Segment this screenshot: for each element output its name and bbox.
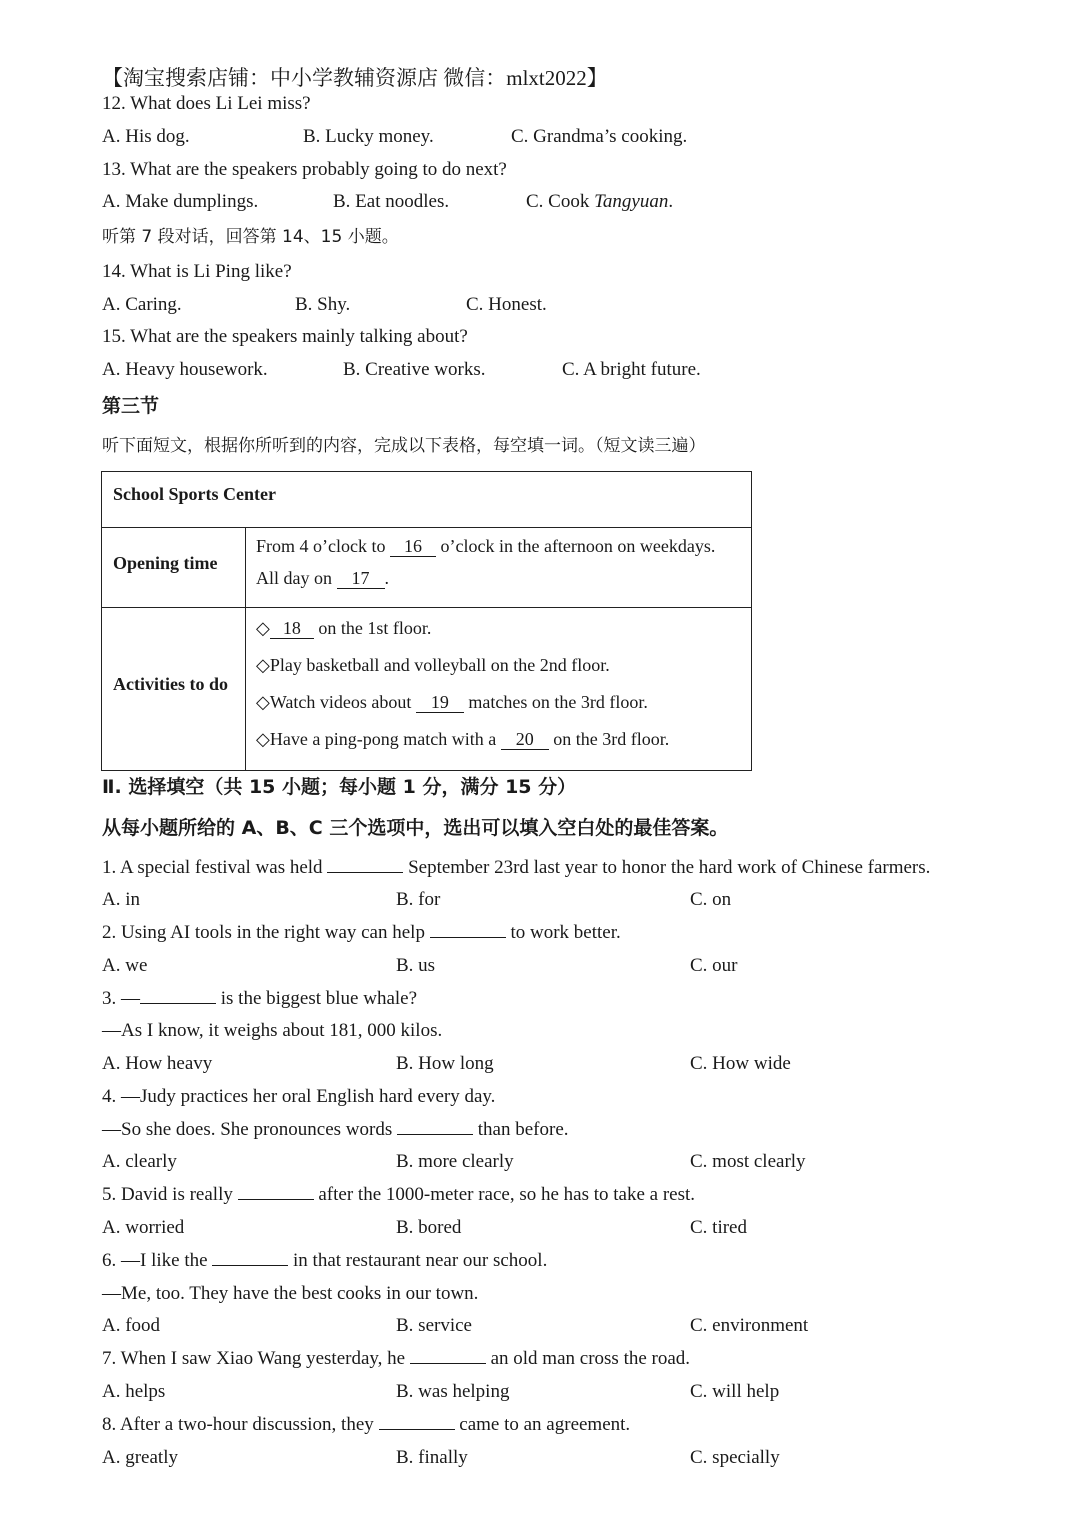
text-fragment: came to an agreement. <box>454 1414 631 1435</box>
blank-19: 19 <box>416 692 464 713</box>
question-12-option-a: A. His dog. <box>102 126 190 147</box>
blank-17: 17 <box>337 568 385 589</box>
question-12-option-b: B. Lucky money. <box>303 126 434 147</box>
question-13-option-c <box>526 190 673 214</box>
blank <box>410 1363 486 1364</box>
question-13-stem: 13. What are the speakers probably going to do next? <box>102 159 507 180</box>
mc-6-option-a: A. food <box>102 1315 161 1336</box>
text-fragment: 8. After a two-hour discussion, they <box>102 1414 379 1435</box>
blank-16: 16 <box>390 536 436 557</box>
mc-6-option-b: B. service <box>396 1315 472 1336</box>
part-2-instruction: 从每小题所给的 A、B、C 三个选项中，选出可以填入空白处的最佳答案。 <box>102 817 729 839</box>
question-15-option-b: B. Creative works. <box>343 359 486 380</box>
text-fragment: 2. Using AI tools in the right way can help <box>102 922 430 943</box>
blank-18: 18 <box>270 618 314 639</box>
mc-8-option-a: A. greatly <box>102 1447 178 1468</box>
table-column-divider <box>245 527 246 770</box>
question-12-option-c: C. Grandma’s cooking. <box>511 126 688 147</box>
sports-center-table <box>101 471 752 771</box>
mc-5-stem <box>102 1183 695 1207</box>
section-3-instruction: 听下面短文，根据你所听到的内容，完成以下表格，每空填一词。（短文读三遍） <box>102 436 706 456</box>
mc-7-option-c: C. will help <box>690 1381 780 1402</box>
mc-4-stem: 4. —Judy practices her oral English hard every day. <box>102 1086 496 1107</box>
text-fragment: in that restaurant near our school. <box>288 1250 548 1271</box>
mc-3-option-c: C. How wide <box>690 1053 791 1074</box>
mc-4-option-a: A. clearly <box>102 1151 177 1172</box>
mc-3-line-2: —As I know, it weighs about 181, 000 kilos. <box>102 1020 443 1041</box>
text-fragment: —So she does. She pronounces words <box>102 1119 398 1140</box>
text-fragment: on the 3rd floor. <box>548 729 670 749</box>
mc-5-option-a: A. worried <box>102 1217 185 1238</box>
blank <box>212 1265 288 1266</box>
mc-8-option-c: C. specially <box>690 1447 780 1468</box>
text-fragment: From 4 o’clock to <box>256 536 390 556</box>
text-fragment: 6. —I like the <box>102 1250 213 1271</box>
text-fragment: after the 1000-meter race, so he has to take a rest. <box>313 1184 696 1205</box>
question-14-stem: 14. What is Li Ping like? <box>102 261 292 282</box>
activities-label: Activities to do <box>113 674 228 694</box>
question-13-option-a: A. Make dumplings. <box>102 191 259 212</box>
option-c-italic: Tangyuan <box>594 191 669 212</box>
table-title: School Sports Center <box>113 484 276 504</box>
mc-3-option-a: A. How heavy <box>102 1053 213 1074</box>
text-fragment: . <box>384 568 389 588</box>
opening-time-line-1 <box>256 534 715 558</box>
mc-2-option-b: B. us <box>396 955 436 976</box>
mc-2-option-a: A. we <box>102 955 148 976</box>
mc-3-stem <box>102 987 417 1011</box>
mc-5-option-c: C. tired <box>690 1217 747 1238</box>
mc-7-option-a: A. helps <box>102 1381 166 1402</box>
mc-1-option-c: C. on <box>690 889 732 910</box>
text-fragment: ◇Have a ping-pong match with a <box>256 729 501 749</box>
table-divider <box>102 527 751 528</box>
mc-1-option-a: A. in <box>102 889 140 910</box>
mc-4-option-c: C. most clearly <box>690 1151 806 1172</box>
activity-1 <box>256 616 431 640</box>
question-15-option-c: C. A bright future. <box>562 359 701 380</box>
mc-5-option-b: B. bored <box>396 1217 462 1238</box>
mc-1-option-b: B. for <box>396 889 441 910</box>
question-14-option-b: B. Shy. <box>295 294 351 315</box>
activity-2: ◇Play basketball and volleyball on the 2nd floor. <box>256 655 610 675</box>
text-fragment: 7. When I saw Xiao Wang yesterday, he <box>102 1348 410 1369</box>
question-13-option-b: B. Eat noodles. <box>333 191 450 212</box>
text-fragment: than before. <box>473 1119 569 1140</box>
text-fragment: September 23rd last year to honor the hard work of Chinese farmers. <box>403 857 931 878</box>
dialog-7-instruction: 听第 7 段对话，回答第 14、15 小题。 <box>102 227 399 247</box>
mc-6-line-2: —Me, too. They have the best cooks in our town. <box>102 1283 479 1304</box>
text-fragment: ◇Watch videos about <box>256 692 416 712</box>
blank-20: 20 <box>501 729 549 750</box>
mc-7-option-b: B. was helping <box>396 1381 510 1402</box>
activity-3 <box>256 690 648 714</box>
opening-time-label: Opening time <box>113 553 218 573</box>
mc-6-option-c: C. environment <box>690 1315 809 1336</box>
mc-8-stem <box>102 1413 630 1437</box>
option-c-suffix: . <box>668 191 674 212</box>
mc-4-line-2 <box>102 1118 569 1142</box>
blank <box>397 1134 473 1135</box>
mc-8-option-b: B. finally <box>396 1447 468 1468</box>
section-3-title: 第三节 <box>102 395 160 417</box>
diamond-bullet-icon: ◇ <box>256 618 270 638</box>
mc-4-option-b: B. more clearly <box>396 1151 514 1172</box>
text-fragment: to work better. <box>505 922 621 943</box>
text-fragment: on the 1st floor. <box>313 618 432 638</box>
blank <box>238 1199 314 1200</box>
mc-1-stem <box>102 856 930 880</box>
question-15-option-a: A. Heavy housework. <box>102 359 268 380</box>
mc-3-option-b: B. How long <box>396 1053 494 1074</box>
mc-6-stem <box>102 1249 547 1273</box>
mc-2-stem <box>102 921 621 945</box>
question-15-stem: 15. What are the speakers mainly talking about? <box>102 326 468 347</box>
text-fragment: 1. A special festival was held <box>102 857 328 878</box>
question-14-option-c: C. Honest. <box>466 294 547 315</box>
mc-2-option-c: C. our <box>690 955 738 976</box>
text-fragment: matches on the 3rd floor. <box>463 692 648 712</box>
text-fragment: o’clock in the afternoon on weekdays. <box>435 536 716 556</box>
question-14-option-a: A. Caring. <box>102 294 182 315</box>
text-fragment: All day on <box>256 568 337 588</box>
text-fragment: is the biggest blue whale? <box>216 988 418 1009</box>
text-fragment: 3. — <box>102 988 140 1009</box>
opening-time-line-2 <box>256 566 389 590</box>
mc-7-stem <box>102 1347 690 1371</box>
shop-banner: 【淘宝搜索店铺：中小学教辅资源店 微信：mlxt2022】 <box>102 66 608 90</box>
blank <box>430 937 506 938</box>
blank <box>379 1429 455 1430</box>
blank <box>327 872 403 873</box>
part-2-title: Ⅱ. 选择填空（共 15 小题；每小题 1 分，满分 15 分） <box>102 776 577 798</box>
text-fragment: an old man cross the road. <box>485 1348 691 1369</box>
table-divider <box>102 607 751 608</box>
activity-4 <box>256 727 669 751</box>
blank <box>140 1003 216 1004</box>
text-fragment: 5. David is really <box>102 1184 238 1205</box>
option-c-prefix: C. Cook <box>526 191 595 212</box>
question-12-stem: 12. What does Li Lei miss? <box>102 93 311 114</box>
